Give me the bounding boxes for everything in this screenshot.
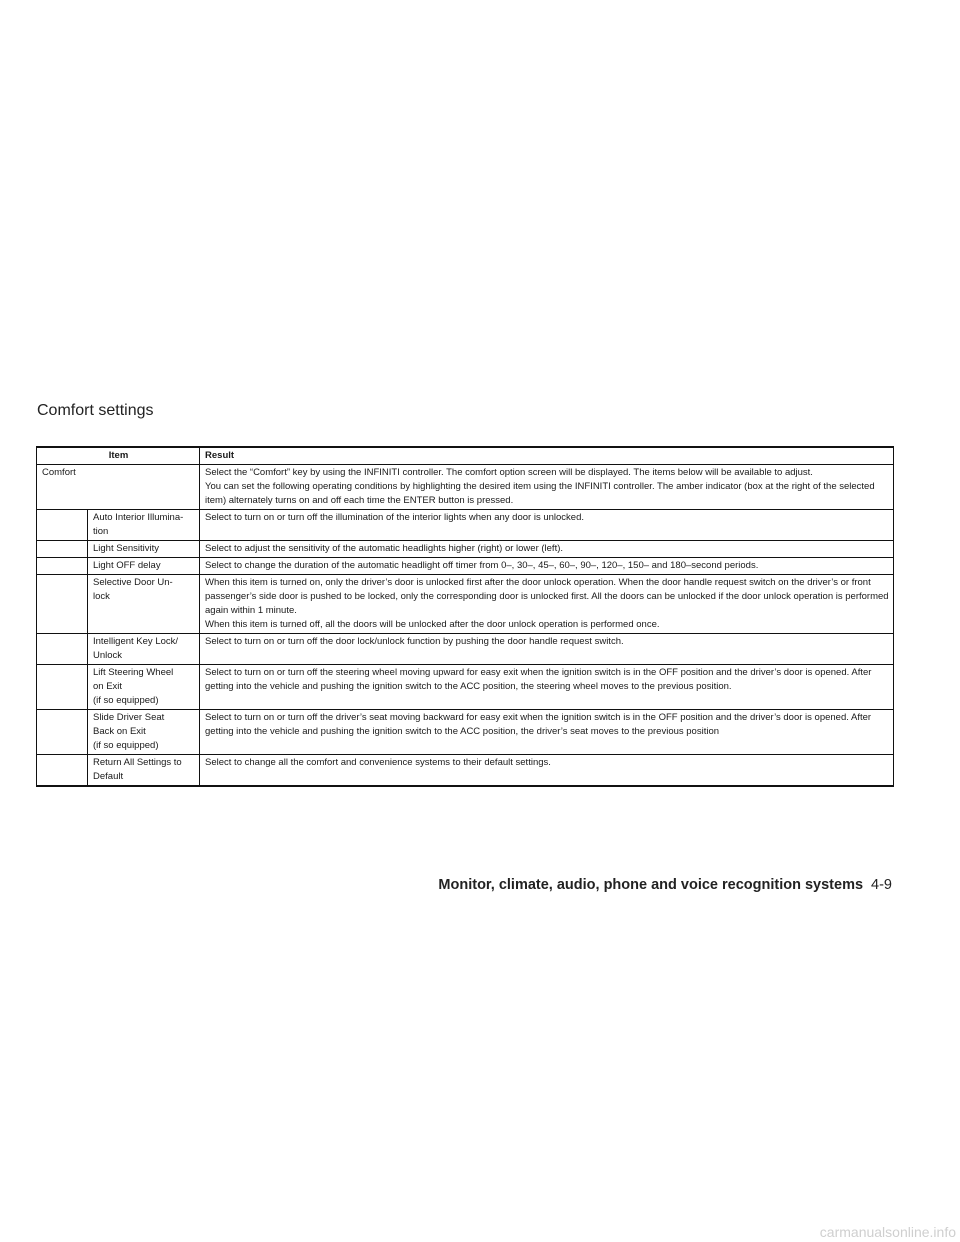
setting-result bbox=[200, 634, 894, 665]
page-footer bbox=[438, 877, 892, 893]
indent-cell bbox=[37, 541, 88, 558]
indent-cell bbox=[37, 755, 88, 787]
indent-cell bbox=[37, 634, 88, 665]
setting-result-line: Select to change the duration of the automatic headlight off timer from 0–, 30–, 45–, 60–, 90–, 120–, 150– and 180–second periods. bbox=[205, 560, 759, 571]
setting-item: Light OFF delay bbox=[88, 558, 200, 575]
table-row bbox=[37, 755, 894, 787]
comfort-item: Comfort bbox=[42, 467, 76, 478]
footer-page-number: 4-9 bbox=[871, 877, 892, 893]
setting-result bbox=[200, 510, 894, 541]
comfort-result-line: You can set the following operating conditions by highlighting the desired item using the INFINITI controller. The amber indicator (box at the right of the selected item) alternately turns on and off each time the ENTER button is pressed. bbox=[205, 481, 875, 506]
comfort-result-line: Select the “Comfort” key by using the INFINITI controller. The comfort option screen will be displayed. The items below will be available to adjust. bbox=[205, 467, 813, 478]
setting-item: Slide Driver Seat Back on Exit (if so equipped) bbox=[88, 710, 200, 755]
table-row bbox=[37, 634, 894, 665]
setting-result-line: When this item is turned on, only the driver’s door is unlocked first after the door unlock operation. When the door handle request switch on the driver’s or front passenger’s side door is pushed to be locked, only the corresponding door is unlocked first. All the doors can be unlocked if the door unlock operation is performed again within 1 minute. bbox=[205, 577, 889, 616]
footer-chapter: Monitor, climate, audio, phone and voice recognition systems bbox=[438, 877, 864, 893]
setting-result bbox=[200, 665, 894, 710]
table-header-row bbox=[37, 447, 894, 465]
indent-cell bbox=[37, 665, 88, 710]
header-result: Result bbox=[200, 447, 894, 465]
indent-cell bbox=[37, 558, 88, 575]
setting-result-line: Select to turn on or turn off the steering wheel moving upward for easy exit when the ignition switch is in the OFF position and the driver’s door is opened. After getting into the vehicle and pushing the ignition switch to the ACC position, the steering wheel moves to the previous position. bbox=[205, 667, 872, 692]
watermark: carmanualsonline.info bbox=[819, 1224, 956, 1240]
header-item: Item bbox=[108, 450, 129, 461]
setting-item: Selective Door Un- lock bbox=[88, 575, 200, 634]
setting-item: Light Sensitivity bbox=[88, 541, 200, 558]
table-row bbox=[37, 665, 894, 710]
indent-cell bbox=[37, 510, 88, 541]
setting-item: Lift Steering Wheel on Exit (if so equipped) bbox=[88, 665, 200, 710]
indent-cell bbox=[37, 575, 88, 634]
table-row bbox=[37, 541, 894, 558]
comfort-row bbox=[37, 465, 894, 510]
setting-result bbox=[200, 558, 894, 575]
section-title: Comfort settings bbox=[37, 402, 154, 419]
setting-result bbox=[200, 710, 894, 755]
setting-result-line: When this item is turned off, all the doors will be unlocked after the door unlock operation is performed once. bbox=[205, 619, 660, 630]
setting-result-line: Select to turn on or turn off the illumination of the interior lights when any door is unlocked. bbox=[205, 512, 584, 523]
table-row bbox=[37, 710, 894, 755]
setting-item: Return All Settings to Default bbox=[88, 755, 200, 787]
setting-result-line: Select to turn on or turn off the driver’s seat moving backward for easy exit when the ignition switch is in the OFF position and the driver’s door is opened. After getting into the vehicle and pushing the ignition switch to the ACC position, the driver’s seat moves to the previous position bbox=[205, 712, 872, 737]
table-row bbox=[37, 575, 894, 634]
comfort-settings-table bbox=[36, 446, 894, 787]
setting-result-line: Select to turn on or turn off the door lock/unlock function by pushing the door handle request switch. bbox=[205, 636, 624, 647]
indent-cell bbox=[37, 710, 88, 755]
table-row bbox=[37, 510, 894, 541]
setting-result bbox=[200, 755, 894, 787]
comfort-result bbox=[200, 465, 894, 510]
setting-result-line: Select to adjust the sensitivity of the automatic headlights higher (right) or lower (left). bbox=[205, 543, 564, 554]
setting-result bbox=[200, 541, 894, 558]
setting-result bbox=[200, 575, 894, 634]
table-row bbox=[37, 558, 894, 575]
setting-result-line: Select to change all the comfort and convenience systems to their default settings. bbox=[205, 757, 551, 768]
setting-item: Intelligent Key Lock/ Unlock bbox=[88, 634, 200, 665]
setting-item: Auto Interior Illumina- tion bbox=[88, 510, 200, 541]
